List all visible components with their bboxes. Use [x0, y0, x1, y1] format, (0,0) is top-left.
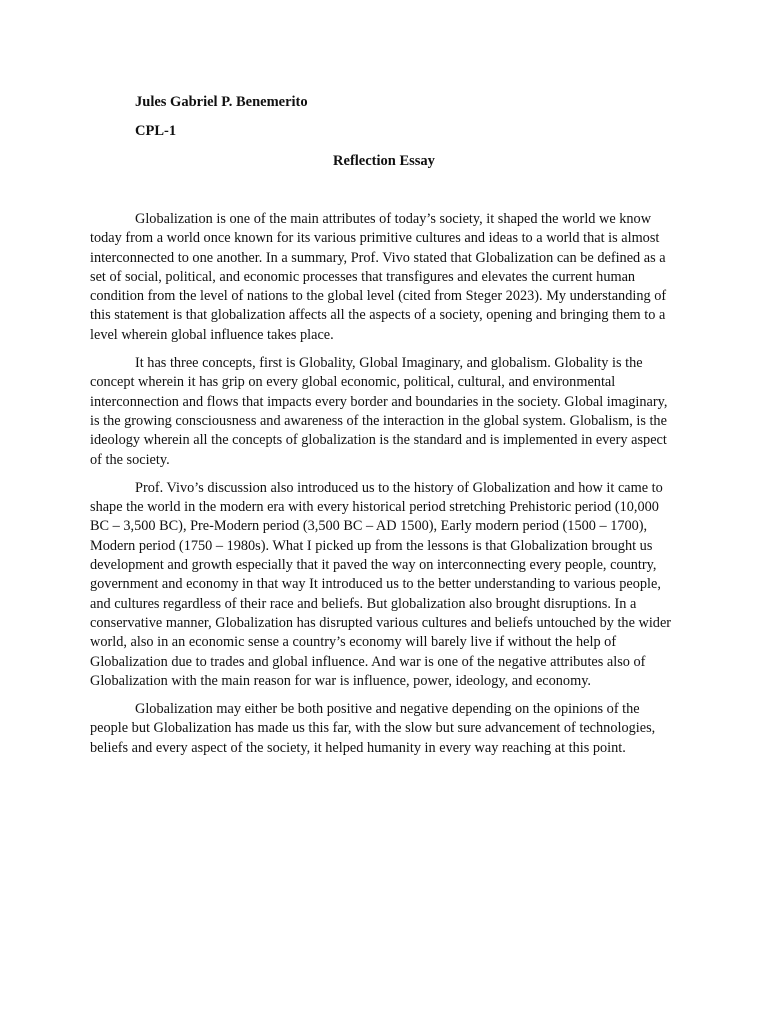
author-name: Jules Gabriel P. Benemerito — [135, 94, 308, 110]
paragraph-3: Prof. Vivo’s discussion also introduced us to the history of Globalization and how it came to shape the world in the modern era with every historical period stretching Prehistoric period (10,000 BC – 3,500 BC), Pre-Modern period (3,500 BC – AD 1500), Early modern period (1500 – 1700), Modern period (1750 – 1980s). What I picked up from the lessons is that Globalization brought us development and growth especially that it paved the way on interconnecting every people, country, government and economy in that way It introduced us to the better understanding to various people, and cultures regardless of their race and beliefs. But globalization also brought disruptions. In a conservative manner, Globalization has disrupted various cultures and beliefs untouched by the wider world, also in an economic sense a country’s economy will barely live if without the help of Globalization due to trades and global influence. And war is one of the negative attributes also of Globalization with the main reason for war is influence, power, ideology, and economy. — [90, 479, 672, 689]
paragraph-2: It has three concepts, first is Globality, Global Imaginary, and globalism. Globality is the concept wherein it has grip on every global economic, political, cultural, and environmental interconnection and flows that impacts every border and boundaries in the society. Global imaginary, is the growing consciousness and awareness of the interaction in the global system. Globalism, is the ideology wherein all the concepts of globalization is the standard and is implemented in every aspect of the society. — [90, 355, 668, 468]
essay-body — [90, 210, 680, 767]
paragraph-4: Globalization may either be both positive and negative depending on the opinions of the people but Globalization has made us this far, with the slow but sure advancement of technologies, beliefs and every aspect of the society, it helped humanity in every way reaching at this point. — [90, 701, 656, 756]
paragraph-1: Globalization is one of the main attributes of today’s society, it shaped the world we know today from a world once known for its various primitive cultures and ideas to a world that is almost interconnected to one another. In a summary, Prof. Vivo stated that Globalization can be defined as a set of social, political, and economic processes that transfigures and elevates the current human condition from the level of nations to the global level (cited from Steger 2023). My understanding of this statement is that globalization affects all the aspects of a society, opening and bringing them to a level wherein global influence takes place. — [90, 211, 667, 343]
essay-title: Reflection Essay — [333, 153, 435, 169]
course-code: CPL-1 — [135, 123, 177, 139]
